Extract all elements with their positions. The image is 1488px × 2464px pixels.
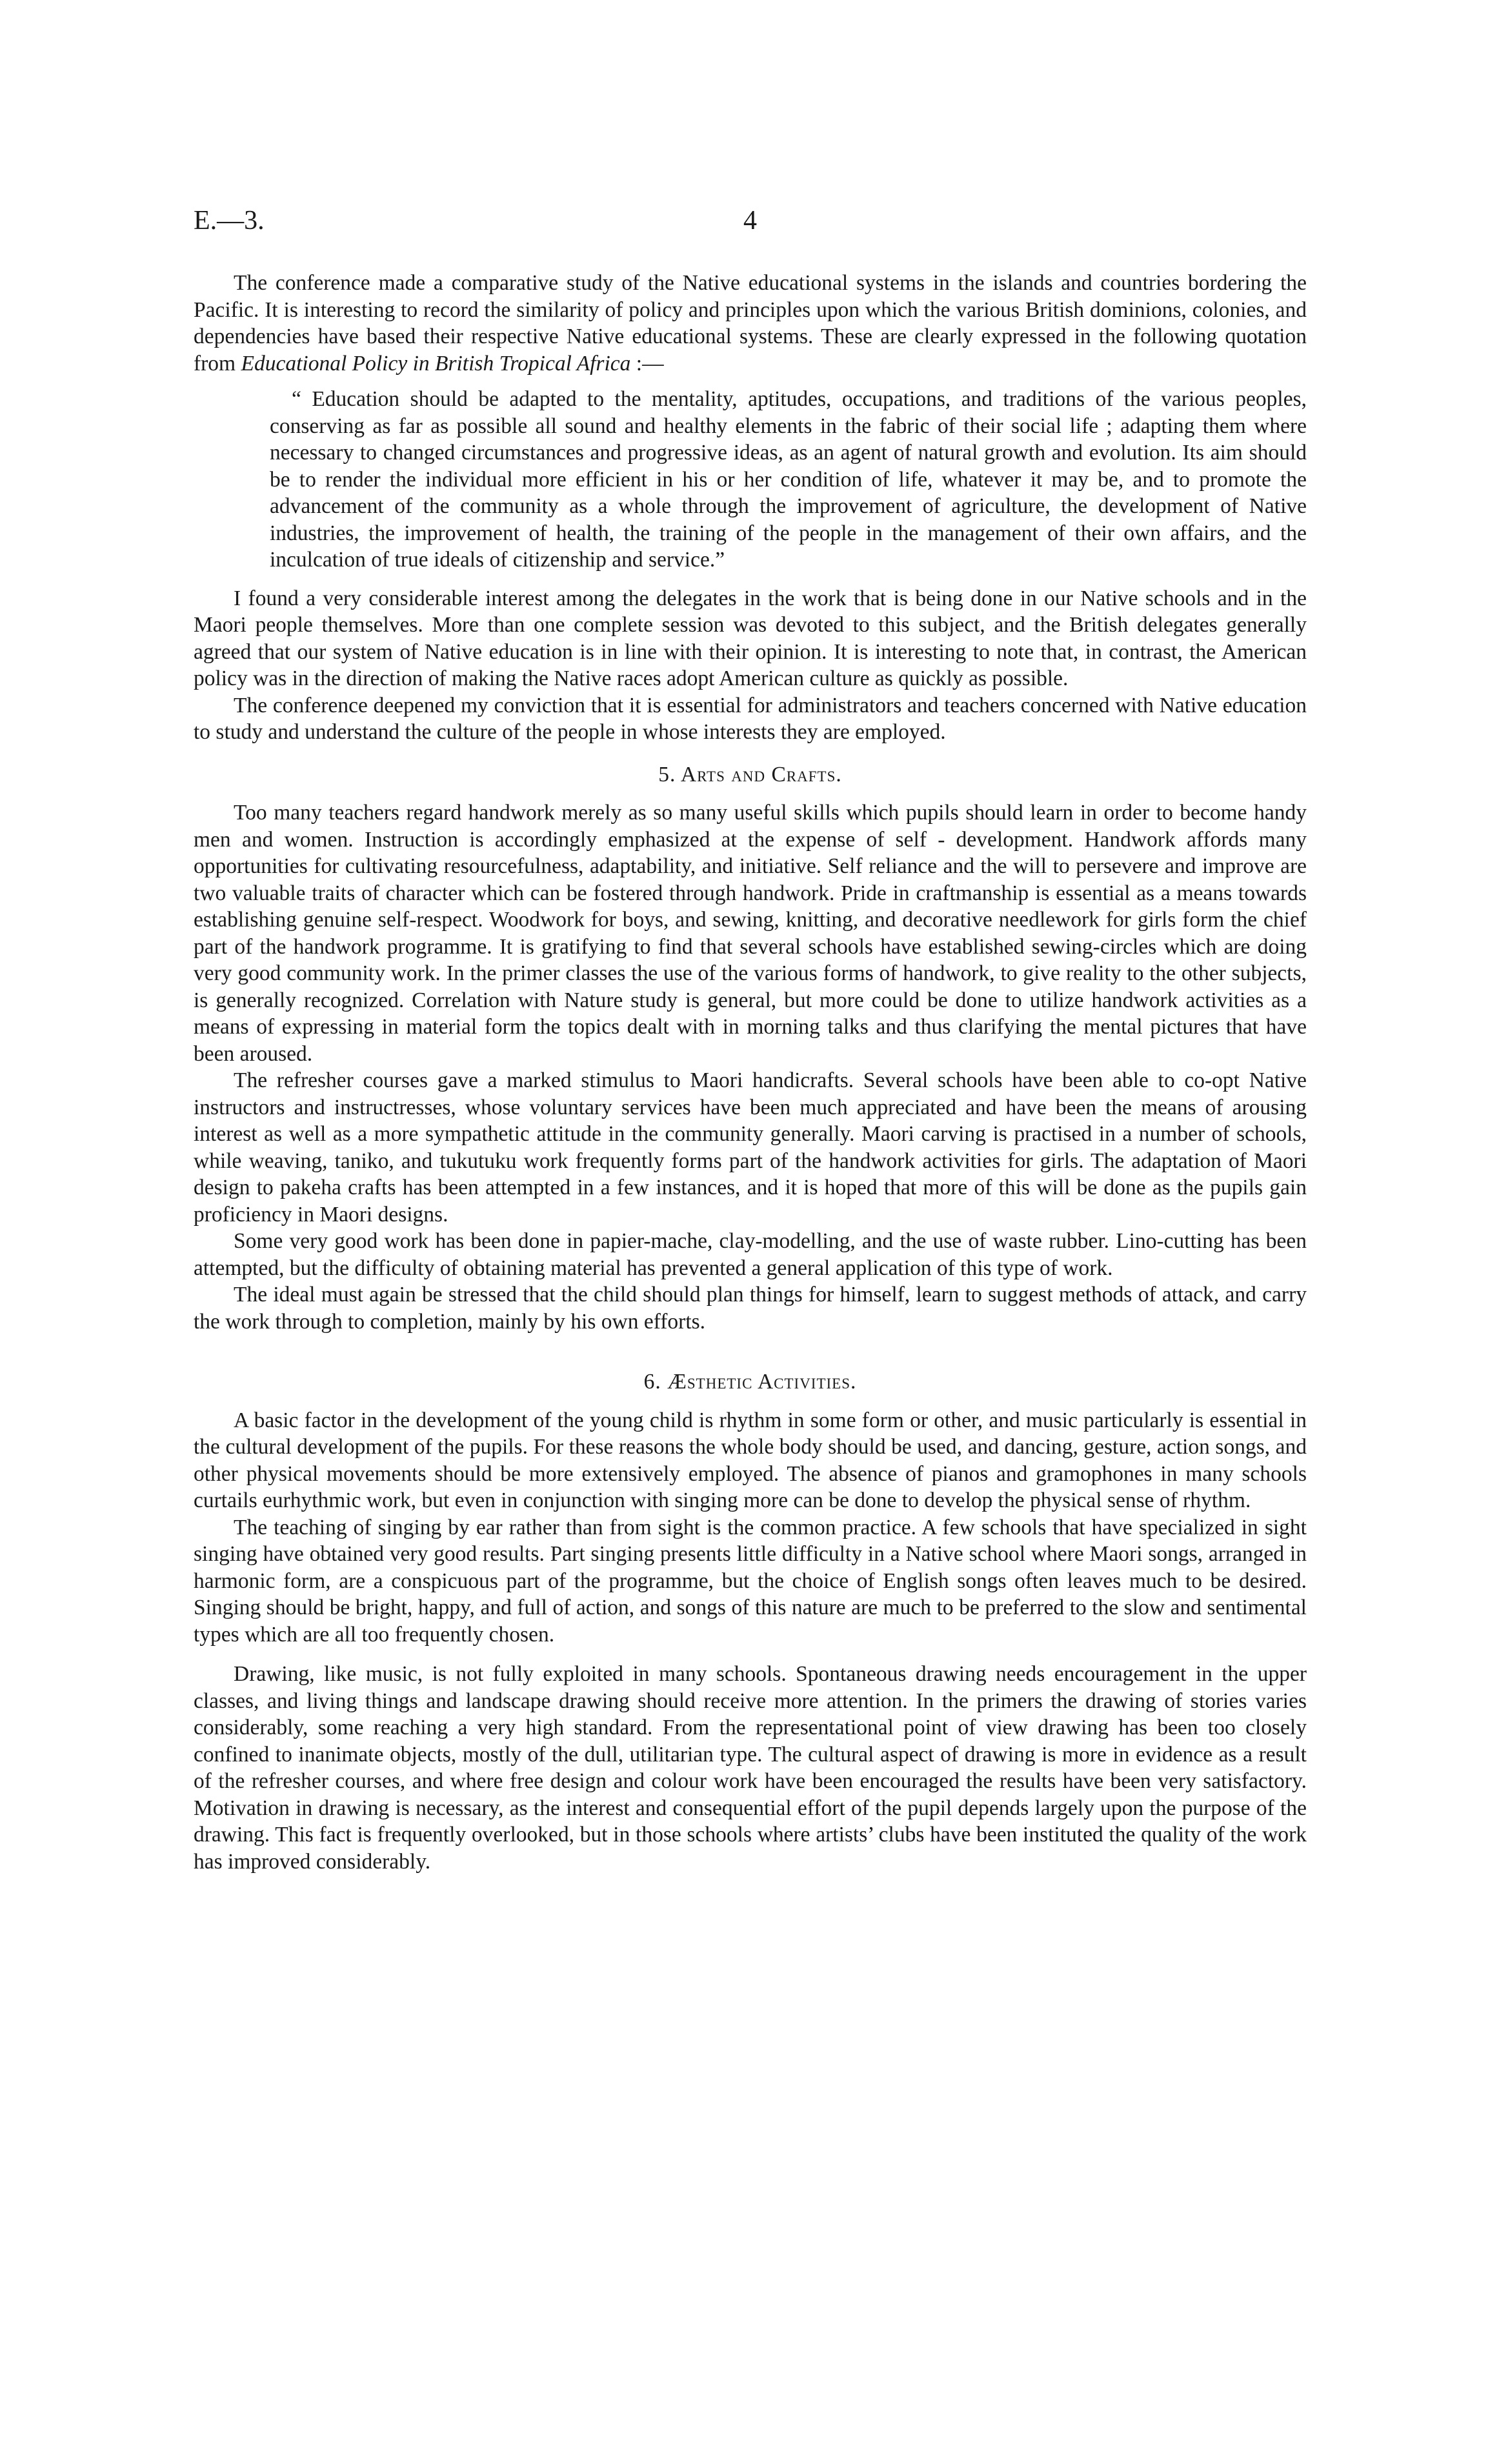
- page-header: [194, 205, 1307, 250]
- page-number: 4: [743, 206, 757, 235]
- block-quote: “ Education should be adapted to the mentality, aptitudes, occupations, and traditions of the various peoples, conserving as far as possible all sound and healthy elements in the fabric of their social life ; adapting them where necessary to changed circumstances and progressive ideas, as an agent of natural growth and evolution. Its aim should be to render the individual more efficient in his or her condition of life, whatever it may be, and to promote the advancement of the community as a whole through the improvement of agriculture, the development of Native industries, the improvement of health, the training of the people in the management of their own affairs, and the inculcation of true ideals of citizenship and service.”: [270, 387, 1307, 572]
- paragraph-text: The conference made a comparative study of the Native educational systems in the islands and countries bordering the Pacific. It is interesting to record the similarity of policy and principles upon which the various British dominions, colonies, and dependencies have based their respective Native educational systems. These are clearly expressed in the following quotation from: [194, 271, 1307, 376]
- paragraph-suffix: :—: [630, 351, 664, 376]
- paragraph-ideal-stressed: The ideal must again be stressed that the child should plan things for himself, learn to suggest methods of attack, and carry the work through to completion, mainly by his own efforts.: [194, 1283, 1307, 1334]
- paragraph-delegates-interest: I found a very considerable interest among the delegates in the work that is being done in our Native schools and in the Maori people themselves. More than one complete session was devoted to this subject, and the British delegates generally agreed that our system of Native education is in line with their opinion. It is interesting to note that, in contrast, the American policy was in the direction of making the Native races adopt American culture as quickly as possible.: [194, 586, 1307, 690]
- paragraph-conference-study: [194, 270, 1307, 377]
- paragraph-maori-handicrafts: The refresher courses gave a marked stimulus to Maori handicrafts. Several schools have been able to co-opt Native instructors and instructresses, whose voluntary services have been much appreciated and have been the means of arousing interest as well as a more sympathetic attitude in the community generally. Maori carving is practised in a number of schools, while weaving, taniko, and tukutuku work frequently forms part of the handwork activities for girls. The adaptation of Maori design to pakeha crafts has been attempted in a few instances, and it is hoped that more of this will be done as the pupils gain proficiency in Maori designs.: [194, 1068, 1307, 1227]
- paragraph-handwork: Too many teachers regard handwork merely as so many useful skills which pupils should learn in order to become handy men and women. Instruction is accordingly emphasized at the expense of self - development. Handwork affords many opportunities for cultivating resourcefulness, adaptability, and initiative. Self reliance and the will to persevere and improve are two valuable traits of character which can be fostered through handwork. Pride in craftmanship is essential as a means towards establishing genuine self-respect. Woodwork for boys, and sewing, knitting, and decorative needlework for girls form the chief part of the handwork programme. It is gratifying to find that several schools have established sewing-circles which are doing very good community work. In the primer classes the use of the various forms of handwork, to give reality to the other subjects, is generally recognized. Correlation with Nature study is general, but more could be done to utilize handwork activities as a means of expressing in material form the topics dealt with in morning talks and thus clarifying the mental pictures that have been aroused.: [194, 801, 1307, 1066]
- document-reference: E.—3.: [194, 206, 265, 235]
- quoted-source-title: Educational Policy in British Tropical Africa: [241, 351, 631, 376]
- page-body: [194, 270, 1307, 1875]
- paragraph-papier-mache: Some very good work has been done in papier-mache, clay-modelling, and the use of waste rubber. Lino-cutting has been attempted, but the difficulty of obtaining material has prevented a general application of this type of work.: [194, 1229, 1307, 1280]
- paragraph-rhythm: A basic factor in the development of the young child is rhythm in some form or other, and music particularly is essential in the cultural development of the pupils. For these reasons the whole body should be used, and dancing, gesture, action songs, and other physical movements should be more extensively employed. The absence of pianos and gramophones in many schools curtails eurhythmic work, but even in conjunction with singing more can be done to develop the physical sense of rhythm.: [194, 1408, 1307, 1512]
- paragraph-conviction: The conference deepened my conviction that it is essential for administrators and teachers concerned with Native education to study and understand the culture of the people in whose interests they are employed.: [194, 693, 1307, 744]
- section-heading-aesthetic-activities: 6. Æsthetic Activities.: [643, 1370, 857, 1394]
- section-heading-arts-crafts: 5. Arts and Crafts.: [658, 762, 842, 786]
- paragraph-drawing: Drawing, like music, is not fully exploited in many schools. Spontaneous drawing needs encouragement in the upper classes, and living things and landscape drawing should receive more attention. In the primers the drawing of stories varies considerably, some reaching a very high standard. From the representational point of view drawing has been too closely confined to inanimate objects, mostly of the dull, utilitarian type. The cultural aspect of drawing is more in evidence as a result of the refresher courses, and where free design and colour work have been encouraged the results have been very satisfactory. Motivation in drawing is necessary, as the interest and consequential effort of the pupil depends largely upon the purpose of the drawing. This fact is frequently overlooked, but in those schools where artists’ clubs have been instituted the quality of the work has improved considerably.: [194, 1662, 1307, 1874]
- paragraph-singing: The teaching of singing by ear rather than from sight is the common practice. A few schools that have specialized in sight singing have obtained very good results. Part singing presents little difficulty in a Native school where Maori songs, arranged in harmonic form, are a conspicuous part of the programme, but the choice of English songs often leaves much to be desired. Singing should be bright, happy, and full of action, and songs of this nature are much to be preferred to the slow and sentimental types which are all too frequently chosen.: [194, 1515, 1307, 1647]
